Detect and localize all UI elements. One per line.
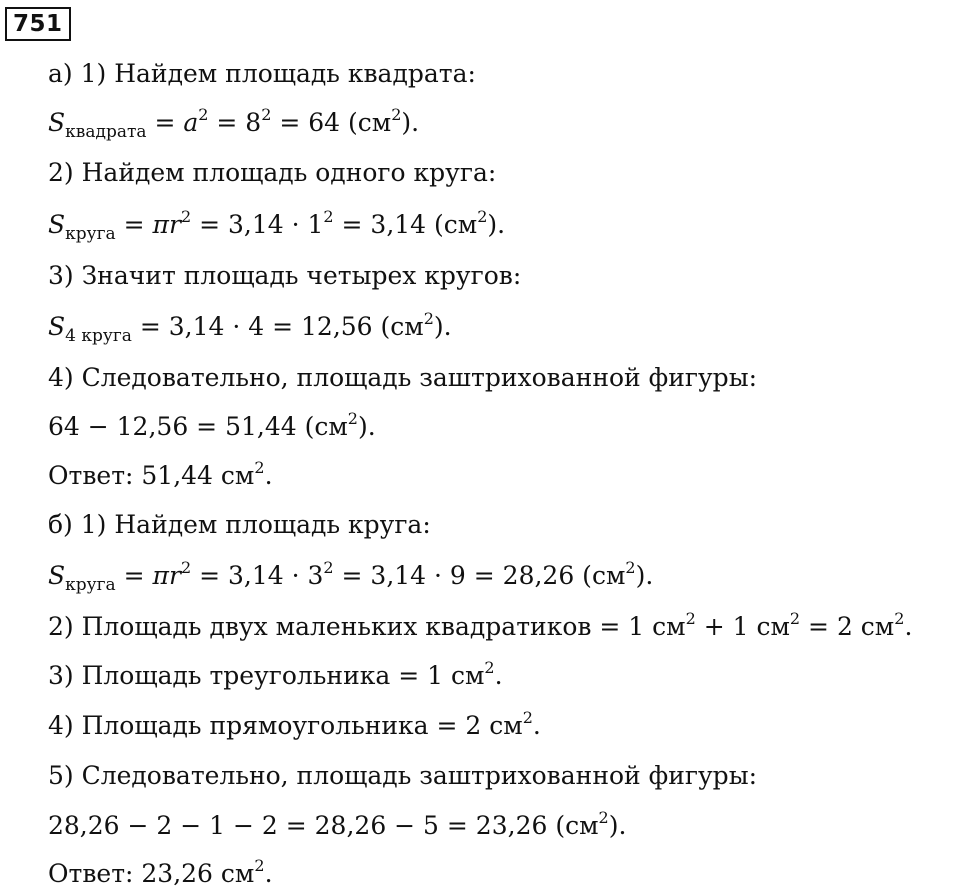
area-subscript: 4 круга [65,326,132,346]
formula-line: $S_{круга} = \pi r^2 = 3,14 \cdot 1^2 = 3,14$ $(см^2)$. [48,207,506,244]
superscript: 2 [391,105,402,124]
math-variable: a [183,108,199,137]
superscript: 2 [347,409,358,428]
superscript: 2 [198,105,209,124]
superscript: 2 [522,708,533,727]
superscript: 2 [789,609,801,628]
superscript: 2 [423,309,434,328]
area-symbol: S [48,210,66,239]
solution-text-line: 5) Следовательно, площадь заштрихованной фигуры: [48,761,758,790]
solution-text-line: 3) Значит площадь четырех кругов: [48,261,522,290]
superscript: 2 [180,558,192,577]
calculation-line: 2) Площадь двух маленьких квадратиков = 1 $см^2 + 1$ $см^2 = 2$ $см^2$. [48,609,913,641]
answer-line: Ответ: 51,44 $см^2$. [48,458,273,490]
superscript: 2 [484,658,495,677]
solution-text-line: а) 1) Найдем площадь квадрата: [48,59,476,88]
superscript: 2 [477,207,488,226]
area-subscript: круга [65,224,116,244]
superscript: 2 [625,558,636,577]
calculation-line: 3) Площадь треугольника = 1 $см^2$. [48,658,503,690]
calculation-line: 4) Площадь прямоугольника = 2 $см^2$. [48,708,541,740]
superscript: 2 [180,207,192,226]
solution-text-line: 4) Следовательно, площадь заштрихованной фигуры: [48,363,758,392]
superscript: 2 [894,609,905,628]
area-symbol: S [48,108,66,137]
superscript: 2 [254,458,265,477]
area-subscript: квадрата [65,122,147,142]
problem-number: 751 [5,7,71,41]
solution-text-line: 2) Найдем площадь одного круга: [48,158,497,187]
answer-line: Ответ: 23,26 $см^2$. [48,856,273,888]
calculation-line: 28,26 − 2 − 1 − 2 = 28,26 − 5 = 23,26 $(см^2)$. [48,808,627,840]
area-symbol: S [48,312,66,341]
formula-line: $S_{4 круга} = 3,14 \cdot 4 = 12,56$ $(см^2)$. [48,309,452,346]
superscript: 2 [685,609,696,628]
calculation-line: 64 − 12,56 = 51,44 $(см^2)$. [48,409,376,441]
superscript: 2 [323,558,334,577]
superscript: 2 [598,808,609,827]
superscript: 2 [323,207,334,226]
formula-line: $S_{квадрата} = a^2 = 8^2 = 64$ $(см^2)$. [48,105,420,142]
solution-text-line: б) 1) Найдем площадь круга: [48,510,431,539]
area-symbol: S [48,561,66,590]
math-variable: πr [152,561,181,590]
area-subscript: круга [65,575,116,595]
superscript: 2 [254,856,265,875]
math-variable: πr [152,210,181,239]
formula-line: $S_{круга} = \pi r^2 = 3,14 \cdot 3^2 = 3,14 \cdot 9 = 28,26$ $(см^2)$. [48,558,654,595]
superscript: 2 [261,105,272,124]
